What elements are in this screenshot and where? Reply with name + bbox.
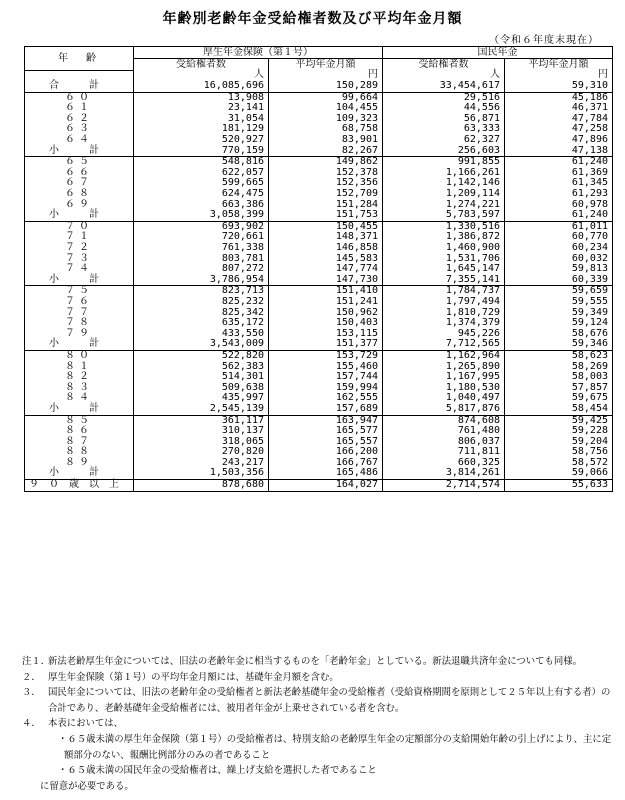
kokumin-avg: 60,339 [505, 275, 613, 286]
kosei-holders: 433,550 [134, 329, 269, 340]
kosei-avg: 153,729 [269, 350, 383, 361]
kosei-avg: 147,774 [269, 264, 383, 275]
kokumin-holders: 1,810,729 [383, 308, 505, 319]
kokumin-holders: 761,480 [383, 426, 505, 437]
table-row [25, 480, 613, 492]
kokumin-avg: 47,784 [505, 114, 613, 125]
unit-yen: 円 [269, 70, 383, 81]
note-key: 注１． [22, 656, 51, 667]
row-label: ７８ [25, 318, 134, 329]
kokumin-holders: 33,454,617 [383, 81, 505, 92]
kokumin-avg: 61,011 [505, 221, 613, 232]
kosei-holders: 548,816 [134, 157, 269, 168]
kosei-avg: 151,753 [269, 210, 383, 221]
kokumin-avg: 60,032 [505, 254, 613, 265]
kokumin-avg: 60,234 [505, 243, 613, 254]
kokumin-avg: 59,813 [505, 264, 613, 275]
kosei-holders: 243,217 [134, 458, 269, 469]
row-label: ６５ [25, 157, 134, 168]
kokumin-holders: 1,180,530 [383, 383, 505, 394]
group-header-kosei: 厚生年金保険（第１号） [134, 47, 383, 59]
kosei-holders: 770,159 [134, 146, 269, 157]
kokumin-holders: 874,608 [383, 415, 505, 426]
kosei-holders: 807,272 [134, 264, 269, 275]
kosei-holders: 622,057 [134, 168, 269, 179]
kosei-avg: 152,356 [269, 178, 383, 189]
table-body [25, 70, 613, 491]
kokumin-holders: 1,374,379 [383, 318, 505, 329]
unit-persons: 人 [383, 70, 505, 81]
kokumin-avg: 59,066 [505, 468, 613, 479]
note-key: ３． [22, 687, 41, 699]
kokumin-avg: 60,770 [505, 232, 613, 243]
row-label: 合 計 [25, 81, 134, 92]
kokumin-holders: 1,166,261 [383, 168, 505, 179]
kosei-holders: 635,172 [134, 318, 269, 329]
subtotal-row [25, 404, 613, 415]
kokumin-avg: 61,345 [505, 178, 613, 189]
kokumin-holders: 1,209,114 [383, 189, 505, 200]
row-label: 小 計 [25, 404, 134, 415]
unit-persons: 人 [134, 70, 269, 81]
kokumin-avg: 59,675 [505, 393, 613, 404]
subtotal-row [25, 468, 613, 479]
kosei-avg: 166,767 [269, 458, 383, 469]
total-row [25, 81, 613, 92]
kosei-avg: 146,858 [269, 243, 383, 254]
kokumin-avg: 59,346 [505, 339, 613, 350]
subtotal-row [25, 275, 613, 286]
row-label: ６９ [25, 200, 134, 211]
kosei-holders: 16,085,696 [134, 81, 269, 92]
kokumin-holders: 1,645,147 [383, 264, 505, 275]
kokumin-holders: 1,167,995 [383, 372, 505, 383]
table-row [25, 447, 613, 458]
kosei-holders: 13,908 [134, 92, 269, 103]
kosei-holders: 823,713 [134, 286, 269, 297]
kosei-holders: 878,680 [134, 480, 269, 492]
table-row [25, 318, 613, 329]
note-bullet-1: ・６５歳未満の厚生年金保険（第１号）の受給権者は、特別支給の老齢厚生年金の定額部分の支給開始年齢の引上げにより、主に定額部分のない、報酬比例部分のみの者であること [58, 733, 612, 761]
kosei-avg: 151,284 [269, 200, 383, 211]
kosei-avg: 165,557 [269, 437, 383, 448]
kokumin-holders: 1,460,900 [383, 243, 505, 254]
kosei-avg: 83,901 [269, 135, 383, 146]
kokumin-avg: 60,978 [505, 200, 613, 211]
note-2 [22, 670, 612, 686]
pension-table [24, 46, 613, 492]
row-label: ８１ [25, 362, 134, 373]
kosei-holders: 181,129 [134, 124, 269, 135]
kosei-holders: 318,065 [134, 437, 269, 448]
kokumin-avg: 47,258 [505, 124, 613, 135]
kokumin-holders: 62,327 [383, 135, 505, 146]
kosei-holders: 435,997 [134, 393, 269, 404]
kokumin-avg: 59,555 [505, 297, 613, 308]
table-row [25, 415, 613, 426]
kosei-holders: 693,902 [134, 221, 269, 232]
kosei-avg: 148,371 [269, 232, 383, 243]
table-row [25, 157, 613, 168]
row-label: ６４ [25, 135, 134, 146]
kosei-avg: 150,289 [269, 81, 383, 92]
table-row [25, 221, 613, 232]
table-row [25, 232, 613, 243]
kosei-avg: 68,758 [269, 124, 383, 135]
note-text: 国民年金については、旧法の老齢年金の受給権者と新法老齢基礎年金の受給権者（受給資格期間を原則として２５年以上有する者）の合計であり、老齢基礎年金受給権者には、被用者年金が上乗せされている者を含む。 [48, 687, 611, 714]
table-row [25, 114, 613, 125]
as-of-date: （令和６年度末現在） [489, 35, 599, 46]
kosei-avg: 151,410 [269, 286, 383, 297]
kosei-holders: 361,117 [134, 415, 269, 426]
kokumin-holders: 1,531,706 [383, 254, 505, 265]
kosei-avg: 164,027 [269, 480, 383, 492]
kosei-avg: 145,583 [269, 254, 383, 265]
kokumin-avg: 59,204 [505, 437, 613, 448]
row-label: ７４ [25, 264, 134, 275]
kosei-avg: 109,323 [269, 114, 383, 125]
row-label: ８９ [25, 458, 134, 469]
kokumin-avg: 58,676 [505, 329, 613, 340]
col-avg-2: 平均年金月額 [505, 59, 613, 71]
kokumin-avg: 58,572 [505, 458, 613, 469]
kosei-avg: 82,267 [269, 146, 383, 157]
row-label: ６１ [25, 103, 134, 114]
unit-yen: 円 [505, 70, 613, 81]
kokumin-holders: 5,783,597 [383, 210, 505, 221]
kosei-avg: 165,486 [269, 468, 383, 479]
table-row [25, 243, 613, 254]
kokumin-holders: 63,333 [383, 124, 505, 135]
row-label: ７０ [25, 221, 134, 232]
kosei-holders: 310,137 [134, 426, 269, 437]
kokumin-avg: 59,659 [505, 286, 613, 297]
kokumin-holders: 1,162,964 [383, 350, 505, 361]
table-row [25, 92, 613, 103]
row-label: ７１ [25, 232, 134, 243]
subtotal-row [25, 339, 613, 350]
subtotal-row [25, 210, 613, 221]
kokumin-avg: 61,240 [505, 157, 613, 168]
kokumin-holders: 29,516 [383, 92, 505, 103]
kokumin-holders: 1,142,146 [383, 178, 505, 189]
kokumin-holders: 991,855 [383, 157, 505, 168]
col-holders-2: 受給権者数 [383, 59, 505, 71]
kosei-holders: 23,141 [134, 103, 269, 114]
col-avg-1: 平均年金月額 [269, 59, 383, 71]
kosei-avg: 163,947 [269, 415, 383, 426]
row-label: ６３ [25, 124, 134, 135]
kosei-holders: 520,927 [134, 135, 269, 146]
kosei-holders: 562,383 [134, 362, 269, 373]
note-key: ２． [22, 671, 41, 683]
table-row [25, 124, 613, 135]
kosei-holders: 1,503,356 [134, 468, 269, 479]
age-header: 年 齢 [25, 47, 134, 71]
kokumin-holders: 1,040,497 [383, 393, 505, 404]
kosei-avg: 165,577 [269, 426, 383, 437]
kosei-holders: 663,386 [134, 200, 269, 211]
kokumin-holders: 1,274,221 [383, 200, 505, 211]
kokumin-avg: 58,269 [505, 362, 613, 373]
row-label: ７３ [25, 254, 134, 265]
table-row [25, 362, 613, 373]
note-key: ４． [22, 718, 41, 730]
table-row [25, 200, 613, 211]
row-label: ７２ [25, 243, 134, 254]
kosei-holders: 803,781 [134, 254, 269, 265]
kokumin-holders: 7,712,565 [383, 339, 505, 350]
kosei-holders: 3,058,399 [134, 210, 269, 221]
table-row [25, 458, 613, 469]
kosei-holders: 2,545,139 [134, 404, 269, 415]
kosei-avg: 166,200 [269, 447, 383, 458]
kokumin-holders: 806,037 [383, 437, 505, 448]
row-label: ８７ [25, 437, 134, 448]
table-row [25, 189, 613, 200]
kokumin-avg: 57,857 [505, 383, 613, 394]
kosei-holders: 509,638 [134, 383, 269, 394]
kosei-avg: 157,744 [269, 372, 383, 383]
kokumin-avg: 55,633 [505, 480, 613, 492]
row-label: 小 計 [25, 275, 134, 286]
table-row [25, 103, 613, 114]
kosei-holders: 761,338 [134, 243, 269, 254]
kokumin-avg: 58,756 [505, 447, 613, 458]
kokumin-avg: 59,425 [505, 415, 613, 426]
row-label: ６８ [25, 189, 134, 200]
kosei-holders: 3,543,009 [134, 339, 269, 350]
kokumin-avg: 59,349 [505, 308, 613, 319]
kosei-avg: 151,241 [269, 297, 383, 308]
table-row [25, 135, 613, 146]
row-label: 小 計 [25, 339, 134, 350]
table-row [25, 178, 613, 189]
kokumin-holders: 1,784,737 [383, 286, 505, 297]
kokumin-holders: 1,797,494 [383, 297, 505, 308]
subtotal-row [25, 146, 613, 157]
kokumin-avg: 59,228 [505, 426, 613, 437]
row-label: 小 計 [25, 146, 134, 157]
kosei-avg: 162,555 [269, 393, 383, 404]
table-row [25, 372, 613, 383]
kokumin-avg: 47,138 [505, 146, 613, 157]
kokumin-holders: 1,386,872 [383, 232, 505, 243]
kosei-holders: 624,475 [134, 189, 269, 200]
note-closing: に留意が必要である。 [40, 780, 134, 792]
kosei-holders: 599,665 [134, 178, 269, 189]
kokumin-avg: 61,293 [505, 189, 613, 200]
row-label: ８３ [25, 383, 134, 394]
kosei-avg: 99,664 [269, 92, 383, 103]
table-row [25, 350, 613, 361]
kokumin-avg: 61,240 [505, 210, 613, 221]
kosei-avg: 153,115 [269, 329, 383, 340]
table-row [25, 254, 613, 265]
kokumin-holders: 7,355,141 [383, 275, 505, 286]
row-label: ８４ [25, 393, 134, 404]
note-text: 新法老齢厚生年金については、旧法の老齢年金に相当するものを「老齢年金」としている。新法退職共済年金についても同様。 [48, 656, 583, 667]
table-row [25, 264, 613, 275]
row-label: 小 計 [25, 468, 134, 479]
table-row [25, 393, 613, 404]
row-label: ７９ [25, 329, 134, 340]
kokumin-holders: 711,811 [383, 447, 505, 458]
note-4 [22, 716, 612, 732]
kosei-holders: 31,054 [134, 114, 269, 125]
group-header-kokumin: 国民年金 [383, 47, 613, 59]
kokumin-holders: 256,603 [383, 146, 505, 157]
kosei-avg: 152,709 [269, 189, 383, 200]
row-label: ６７ [25, 178, 134, 189]
table-row [25, 437, 613, 448]
kokumin-holders: 1,330,516 [383, 221, 505, 232]
note-3 [22, 685, 612, 716]
table-row [25, 297, 613, 308]
kosei-avg: 159,994 [269, 383, 383, 394]
kosei-avg: 150,455 [269, 221, 383, 232]
kosei-avg: 147,730 [269, 275, 383, 286]
kokumin-avg: 59,124 [505, 318, 613, 329]
row-label: ８８ [25, 447, 134, 458]
table-row [25, 286, 613, 297]
kokumin-avg: 59,310 [505, 81, 613, 92]
table-row [25, 168, 613, 179]
kosei-avg: 157,689 [269, 404, 383, 415]
table-row [25, 308, 613, 319]
kokumin-avg: 46,371 [505, 103, 613, 114]
row-label: ８５ [25, 415, 134, 426]
kokumin-avg: 47,896 [505, 135, 613, 146]
kosei-avg: 155,460 [269, 362, 383, 373]
row-label: 小 計 [25, 210, 134, 221]
table-row [25, 426, 613, 437]
page-title: 年齢別老齢年金受給権者数及び平均年金月額 [162, 11, 463, 27]
row-label: ８２ [25, 372, 134, 383]
table-row [25, 383, 613, 394]
note-text: 本表においては、 [48, 718, 124, 730]
kokumin-holders: 2,714,574 [383, 480, 505, 492]
table-row [25, 329, 613, 340]
row-label: ６０ [25, 92, 134, 103]
kokumin-holders: 5,817,876 [383, 404, 505, 415]
kokumin-holders: 945,226 [383, 329, 505, 340]
kosei-avg: 104,455 [269, 103, 383, 114]
kosei-holders: 514,301 [134, 372, 269, 383]
kokumin-avg: 58,454 [505, 404, 613, 415]
kosei-avg: 149,862 [269, 157, 383, 168]
kosei-avg: 150,403 [269, 318, 383, 329]
kosei-holders: 270,820 [134, 447, 269, 458]
kosei-holders: 825,232 [134, 297, 269, 308]
kosei-holders: 522,820 [134, 350, 269, 361]
note-text: 厚生年金保険（第１号）の平均年金月額には、基礎年金月額を含む。 [48, 671, 339, 683]
unit-row [25, 70, 613, 81]
row-label: ８６ [25, 426, 134, 437]
kosei-holders: 720,661 [134, 232, 269, 243]
kosei-holders: 825,342 [134, 308, 269, 319]
col-holders-1: 受給権者数 [134, 59, 269, 71]
kokumin-holders: 1,265,890 [383, 362, 505, 373]
kokumin-avg: 45,186 [505, 92, 613, 103]
row-label: ８０ [25, 350, 134, 361]
kosei-avg: 150,962 [269, 308, 383, 319]
row-label: ７７ [25, 308, 134, 319]
note-1 [22, 654, 612, 670]
kokumin-holders: 44,556 [383, 103, 505, 114]
kokumin-holders: 660,325 [383, 458, 505, 469]
kosei-avg: 151,377 [269, 339, 383, 350]
notes [22, 654, 612, 794]
kokumin-avg: 61,369 [505, 168, 613, 179]
row-label: ７５ [25, 286, 134, 297]
kokumin-holders: 56,871 [383, 114, 505, 125]
kosei-avg: 152,378 [269, 168, 383, 179]
kokumin-holders: 3,814,261 [383, 468, 505, 479]
row-label: ７６ [25, 297, 134, 308]
kosei-holders: 3,786,954 [134, 275, 269, 286]
row-label: ６２ [25, 114, 134, 125]
row-label: ９０歳以上 [25, 480, 134, 492]
row-label: ６６ [25, 168, 134, 179]
kokumin-avg: 58,623 [505, 350, 613, 361]
kokumin-avg: 58,003 [505, 372, 613, 383]
note-bullet-2: ・６５歳未満の国民年金の受給権者は、繰上げ支給を選択した者であること [58, 765, 377, 777]
